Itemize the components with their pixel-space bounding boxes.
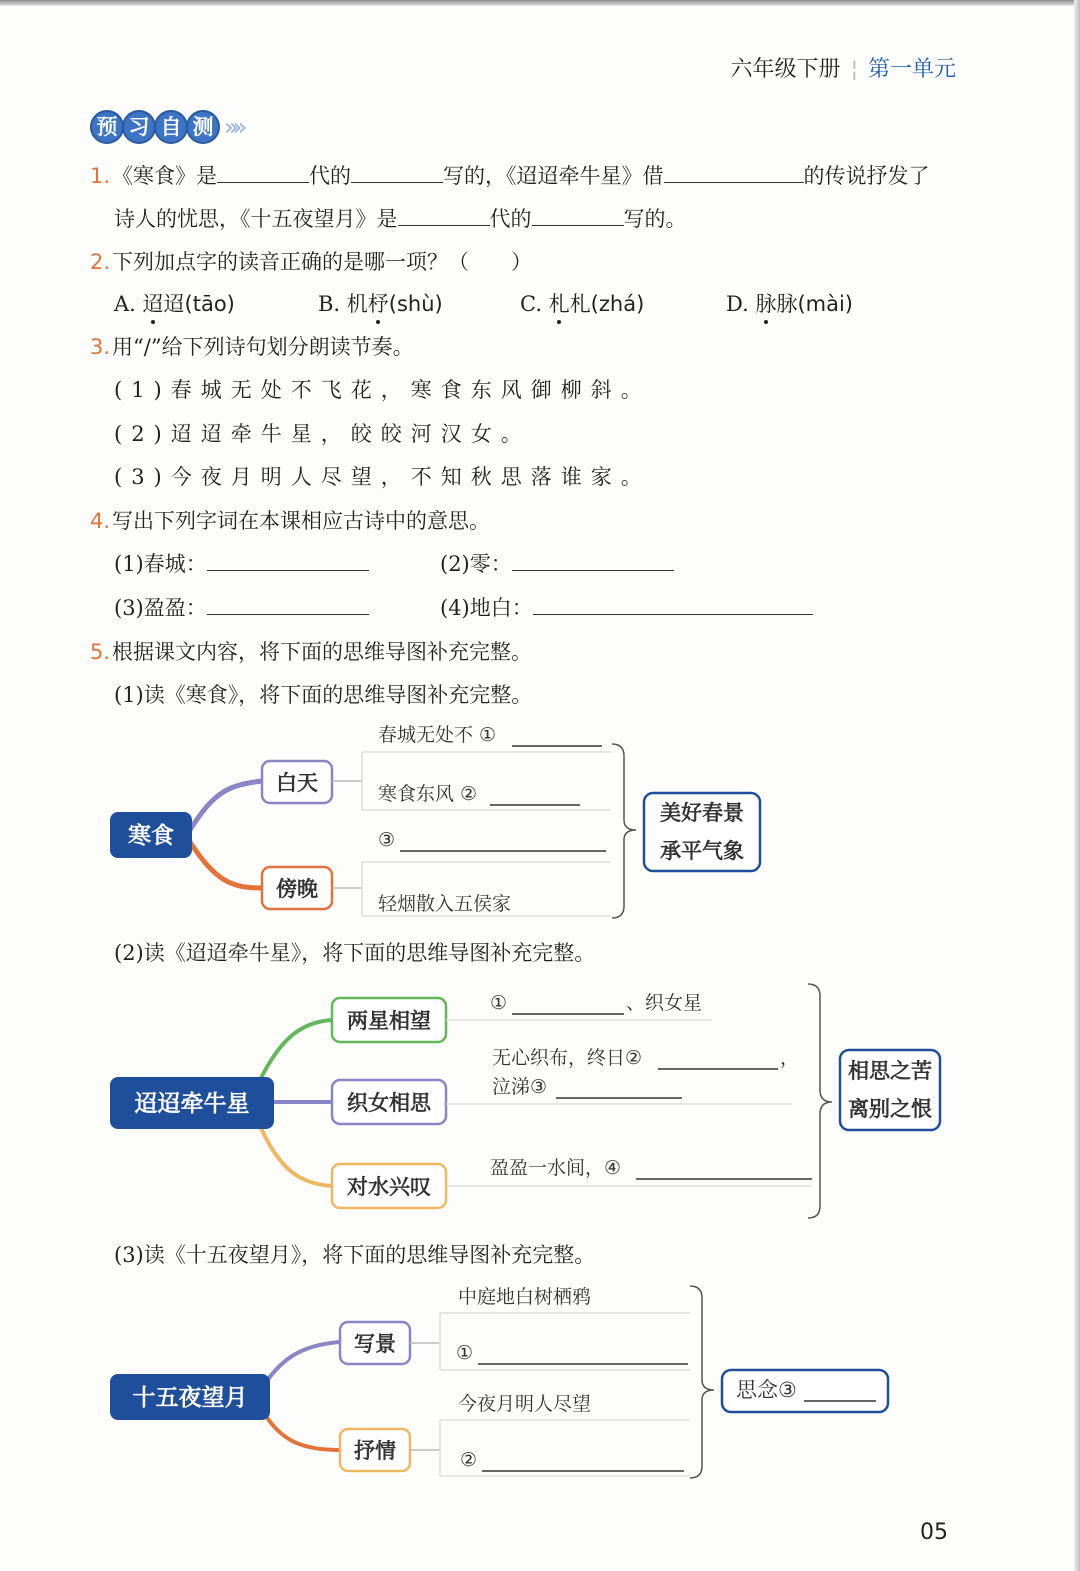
mind-map-1 xyxy=(110,724,760,918)
leaf-text: ② xyxy=(460,1449,478,1471)
question-number: 3. xyxy=(90,335,111,359)
q4-item-label: (2)零： xyxy=(440,552,512,576)
grade-label: 六年级下册 xyxy=(730,57,841,82)
branch-label: 傍晚 xyxy=(276,877,318,901)
section-title-char: 习 xyxy=(122,110,156,144)
q5-sub-2: (2)读《迢迢牵牛星》，将下面的思维导图补充完整。 xyxy=(114,941,596,965)
brace xyxy=(690,1286,714,1478)
option-text: 迢(tāo) xyxy=(163,292,235,316)
leaf-text: 寒食东风 ② xyxy=(378,783,478,805)
leaf-text: ① xyxy=(490,992,508,1014)
double-chevron-icon: »» xyxy=(224,113,242,141)
leaf-text: 无心织布，终日② xyxy=(492,1047,643,1069)
question-number: 2. xyxy=(90,250,111,274)
leaf-text: 、织女星 xyxy=(626,992,703,1014)
q1-text: 《寒食》是 xyxy=(112,164,218,188)
leaf-text: 轻烟散入五侯家 xyxy=(378,893,512,915)
result-label: 离别之恨 xyxy=(848,1097,932,1121)
root-label: 十五夜望月 xyxy=(132,1385,248,1411)
leaf-text: 泣涕③ xyxy=(492,1076,548,1098)
branch-connector xyxy=(260,1020,332,1080)
leaf-text: ① xyxy=(456,1342,474,1364)
header-divider: ¦ xyxy=(850,57,858,82)
question-number: 1. xyxy=(90,164,111,188)
section-title-char: 测 xyxy=(186,110,220,144)
poem-line[interactable]: (1)春城无处不飞花，寒食东风御柳斜。 xyxy=(114,378,651,402)
branch-label: 抒情 xyxy=(354,1439,396,1463)
result-label: 思念③ xyxy=(736,1378,797,1402)
result-label: 承平气象 xyxy=(660,839,744,863)
dotted-char: 杼 xyxy=(367,292,389,316)
option-text: 札(zhá) xyxy=(569,292,645,316)
q1-text: 写的，《迢迢牵牛星》借 xyxy=(443,164,664,188)
leaf-text: ， xyxy=(780,1047,800,1069)
q3-text: 用“/”给下列诗句划分朗读节奏。 xyxy=(112,335,414,359)
root-label: 寒食 xyxy=(128,823,174,849)
poem-line[interactable]: (2)迢迢牵牛星，皎皎河汉女。 xyxy=(114,422,531,446)
section-title-char: 预 xyxy=(90,110,124,144)
option-text: 脉(mài) xyxy=(776,292,853,316)
unit-label: 第一单元 xyxy=(867,57,956,82)
q4-item-label: (3)盈盈： xyxy=(114,596,207,620)
leaf-text: 今夜月明人尽望 xyxy=(458,1393,592,1415)
leaf-text: 中庭地白树栖鸦 xyxy=(458,1286,592,1308)
branch-label: 写景 xyxy=(354,1332,396,1356)
branch-label: 白天 xyxy=(276,771,318,795)
brace xyxy=(808,984,832,1218)
mind-map-2 xyxy=(110,984,940,1218)
q1-text: 的传说抒发了 xyxy=(803,164,930,188)
question-number: 4. xyxy=(90,509,111,533)
q1-text: 诗人的忧思，《十五夜望月》是 xyxy=(114,207,398,231)
leaf-text: ③ xyxy=(378,829,396,851)
leaf-frame xyxy=(440,1313,690,1370)
q2-text: 下列加点字的读音正确的是哪一项？（ ） xyxy=(112,250,533,274)
branch-connector xyxy=(190,781,262,830)
q4-text: 写出下列字词在本课相应古诗中的意思。 xyxy=(112,509,491,533)
q5-sub-3: (3)读《十五夜望月》，将下面的思维导图补充完整。 xyxy=(114,1243,596,1267)
leaf-frame xyxy=(440,1420,690,1476)
option-text: (shù) xyxy=(388,292,443,316)
q4-item-label: (4)地白： xyxy=(440,596,533,620)
q5-text: 根据课文内容，将下面的思维导图补充完整。 xyxy=(112,640,533,664)
branch-label: 两星相望 xyxy=(347,1009,431,1033)
option-text: 机 xyxy=(346,292,368,316)
mind-map-3 xyxy=(110,1286,888,1478)
poem-line[interactable]: (3)今夜月明人尽望，不知秋思落谁家。 xyxy=(114,465,651,489)
branch-label: 对水兴叹 xyxy=(347,1175,431,1199)
q1-text: 写的。 xyxy=(623,207,687,231)
leaf-text: 盈盈一水间，④ xyxy=(490,1157,622,1179)
branch-connector xyxy=(260,1126,332,1186)
q1-text: 代的 xyxy=(309,164,352,188)
result-label: 美好春景 xyxy=(660,801,744,825)
question-number: 5. xyxy=(90,640,111,664)
dotted-char: 迢 xyxy=(142,292,164,316)
q5-sub-1: (1)读《寒食》，将下面的思维导图补充完整。 xyxy=(114,683,533,707)
page-number: 05 xyxy=(920,1520,948,1545)
q1-text: 代的 xyxy=(489,207,532,231)
brace xyxy=(612,744,636,918)
branch-label: 织女相思 xyxy=(347,1091,431,1115)
q4-item-label: (1)春城： xyxy=(114,552,207,576)
option-label: C. xyxy=(520,292,542,316)
root-label: 迢迢牵牛星 xyxy=(134,1091,250,1117)
dotted-char: 脉 xyxy=(755,292,777,316)
branch-connector xyxy=(262,1342,340,1388)
dotted-char: 札 xyxy=(548,292,570,316)
option-label: D. xyxy=(726,292,749,316)
option-label: A. xyxy=(114,292,136,316)
result-label: 相思之苦 xyxy=(848,1059,932,1083)
section-title-char: 自 xyxy=(154,110,188,144)
leaf-text: 春城无处不 ① xyxy=(378,724,497,746)
branch-connector xyxy=(190,842,262,888)
branch-connector xyxy=(262,1410,340,1450)
option-label: B. xyxy=(318,292,341,316)
